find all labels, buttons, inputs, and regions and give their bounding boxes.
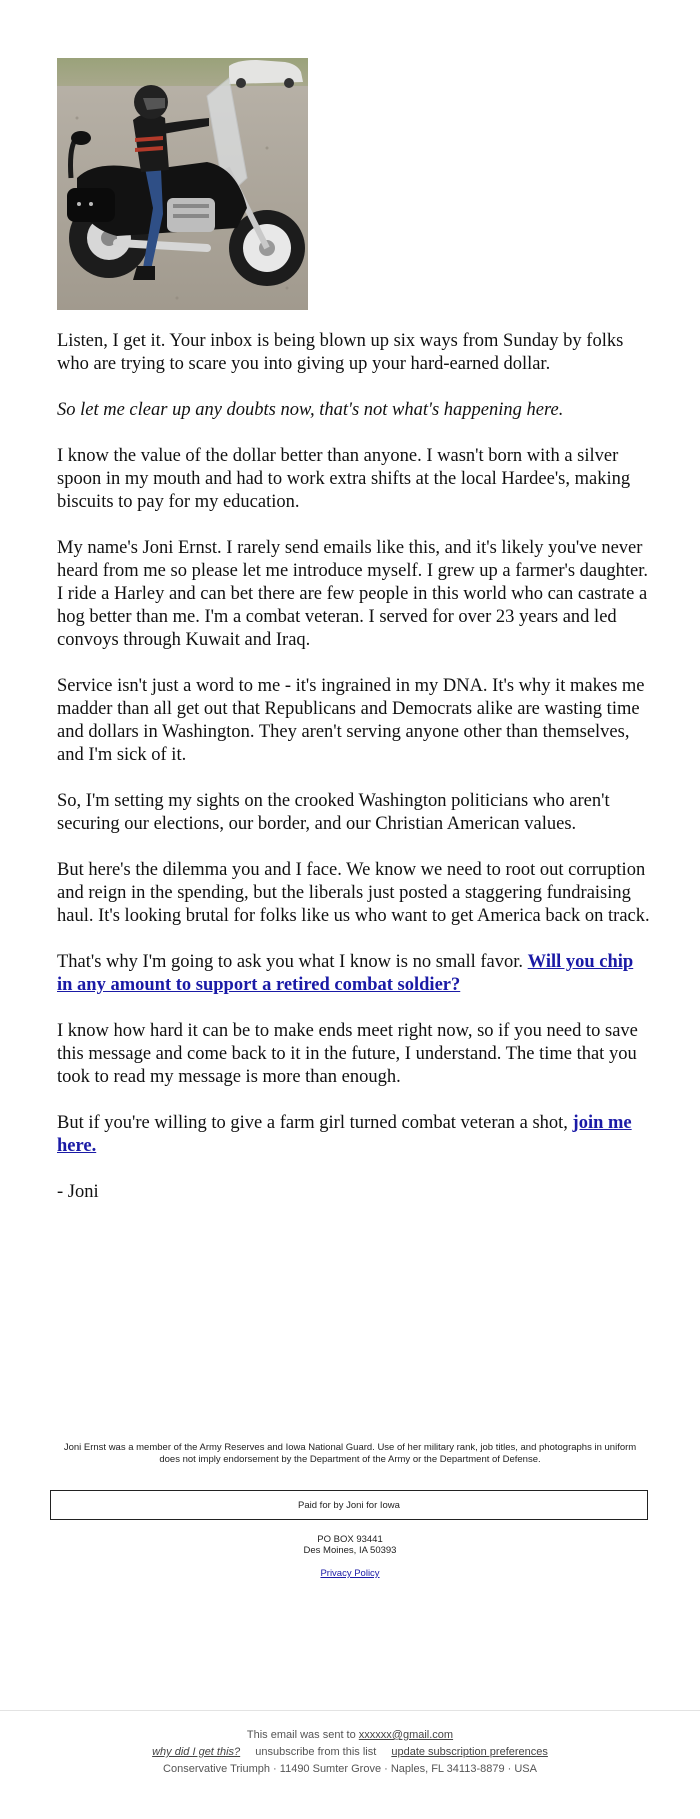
military-disclaimer: Joni Ernst was a member of the Army Reserves and Iowa National Guard. Use of her military rank, job titles, and photographs in uniform does not imply endorsement by the Department of the Army or the Department of Defense. — [63, 1442, 637, 1465]
sent-to-line — [0, 1727, 700, 1744]
paragraph-9: I know how hard it can be to make ends meet right now, so if you need to save this message and come back to it in the future, I understand. The time that you took to read my message is more than enough. — [57, 1021, 638, 1087]
list-links — [0, 1744, 700, 1761]
address-line-1: PO BOX 93441 — [317, 1534, 383, 1545]
paragraph-1: Listen, I get it. Your inbox is being blown up six ways from Sunday by folks who are trying to scare you into giving up your hard-earned dollar. — [57, 331, 624, 374]
sent-to-text: This email was sent to — [246, 1729, 356, 1741]
unsubscribe-text[interactable]: unsubscribe from this list — [255, 1746, 377, 1758]
email-body — [57, 58, 652, 1227]
privacy-policy-link[interactable]: Privacy Policy — [320, 1568, 380, 1579]
why-did-i-get-this-link[interactable]: why did I get this? — [152, 1746, 241, 1758]
signoff: - Joni — [57, 1182, 99, 1202]
sender-address: Conservative Triumph · 11490 Sumter Grove · Naples, FL 34113-8879 · USA — [163, 1763, 537, 1775]
privacy-row — [50, 1568, 650, 1579]
list-footer — [0, 1727, 700, 1778]
join-link[interactable]: join me here. — [57, 1113, 632, 1156]
paragraph-3: I know the value of the dollar better than anyone. I wasn't born with a silver spoon in my mouth and had to work extra shifts at the local Hardee's, making biscuits to pay for my education. — [57, 446, 631, 512]
paragraph-10-text: But if you're willing to give a farm girl turned combat veteran a shot, — [57, 1113, 568, 1133]
donate-link[interactable]: Will you chip in any amount to support a retired combat soldier? — [57, 952, 634, 995]
recipient-email-link[interactable]: xxxxxx@gmail.com — [358, 1729, 454, 1741]
paragraph-4: My name's Joni Ernst. I rarely send emails like this, and it's likely you've never heard from me so please let me introduce myself. I grew up a farmer's daughter. I ride a Harley and can bet there are few people in this world who can castrate a hog better than me. I'm a combat veteran. I served for over 23 years and led convoys through Kuwait and Iraq. — [57, 538, 649, 650]
paragraph-6: So, I'm setting my sights on the crooked Washington politicians who aren't securing our elections, our border, and our Christian American values. — [57, 791, 610, 834]
mailing-address — [50, 1534, 650, 1556]
update-preferences-link[interactable]: update subscription preferences — [391, 1746, 548, 1758]
paragraph-8 — [57, 951, 652, 997]
paid-for-box: Paid for by Joni for Iowa — [50, 1490, 648, 1520]
paragraph-8-text: That's why I'm going to ask you what I know is no small favor. — [57, 952, 524, 972]
campaign-footer — [50, 1442, 650, 1579]
motorcycle-photo — [57, 58, 308, 310]
paragraph-10 — [57, 1112, 652, 1158]
paragraph-5: Service isn't just a word to me - it's ingrained in my DNA. It's why it makes me madder than all get out that Republicans and Democrats alike are wasting time and dollars in Washington. They aren't serving anyone other than themselves, and I'm sick of it. — [57, 676, 645, 765]
address-line-2: Des Moines, IA 50393 — [303, 1545, 397, 1556]
paragraph-7: But here's the dilemma you and I face. We know we need to root out corruption and reign in the spending, but the liberals just posted a staggering fundraising haul. It's looking brutal for folks like us who want to get America back on track. — [57, 860, 650, 926]
footer-divider — [0, 1710, 700, 1711]
paragraph-2: So let me clear up any doubts now, that's not what's happening here. — [57, 400, 564, 420]
